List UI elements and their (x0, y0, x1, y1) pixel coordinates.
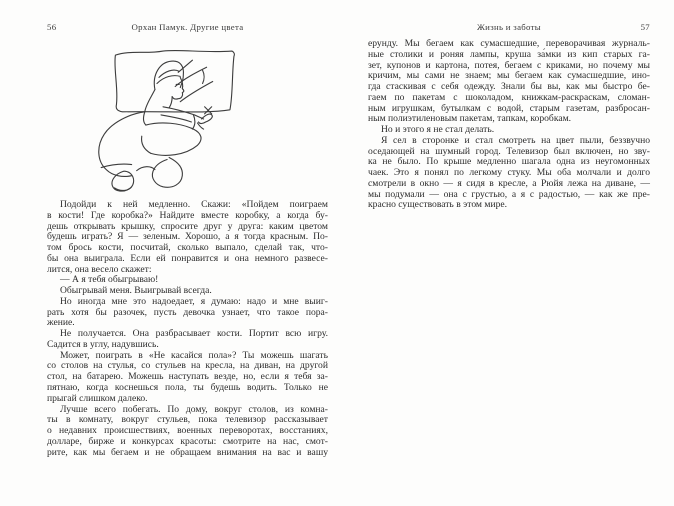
text-line: Я сел в сторонке и стал смотреть на цвет пыли, беззвучно (381, 134, 650, 146)
text-line: гда стаскивая с себя одежду. Знали бы вы, как мы быстро бе- (368, 81, 650, 93)
text-line: ным игрушкам, бутылкам с водой, старым газетам, разбросан- (368, 102, 650, 114)
text-line: ка не было. По крыше медленно шагала одна из неугомонных (368, 156, 650, 168)
text-line: жение. (47, 317, 75, 329)
left-header-title: Орхан Памук. Другие цвета (131, 22, 244, 32)
left-running-head (47, 21, 328, 33)
text-line: ты в комнату, вокруг стульев, пока телевизор рассказывает (47, 414, 328, 426)
text-line: ным полиэтиленовым пакетам, тапкам, коробкам. (368, 113, 572, 125)
text-line: Может, поиграть в «Не касайся пола»? Ты можешь шагать (60, 349, 328, 361)
text-line: красно существовать в этом мире. (368, 199, 508, 211)
text-line: ные столики и роняя лампы, круша за́мки из кип старых га- (368, 48, 650, 60)
text-line: чаек. Это я понял по легкому стуку. Мы оба молчали и долго (368, 167, 650, 179)
text-line: стол, на батарею. Можешь наступать везде, но, если я тебя за- (47, 371, 328, 383)
text-line: бы она выиграла. Если ей понравится и она немного развесе- (47, 252, 328, 264)
text-line: будешь играть? Я — зеленым. Хорошо, а я тогда красным. По- (47, 231, 328, 243)
bed-girl-illustration (84, 48, 236, 198)
text-line: гаем по пакетам с шоколадом, книжкам-раскраскам, сломан- (368, 91, 650, 103)
text-line: зет, купонов и картона, потея, бегаем с криками, но почему мы (368, 59, 650, 71)
text-line: смотрели в окно — я сидя в кресле, а Рюйя лежа на диване, — (368, 177, 650, 189)
text-line: мы подумали — она с грустью, а я с радостью, — как же пре- (368, 188, 650, 200)
text-line: кричим, мы сами не знаем; мы бегаем как сумасшедшие, ино- (368, 70, 650, 82)
text-line: Не получается. Она разбрасывает кости. Портит всю игру. (60, 328, 328, 340)
text-line: Садится в углу, надувшись. (47, 338, 159, 350)
right-page-text (368, 39, 650, 211)
text-line: оседающей на шумный город. Телевизор был включен, но зву- (368, 145, 650, 157)
text-line: Но и этого я не стал делать. (381, 124, 495, 136)
text-line: ерунду. Мы бегаем как сумасшедшие, переворачивая журналь- (368, 38, 650, 49)
left-page-text (47, 200, 328, 458)
text-line: долларе, бирже и конкурсах красоты: смотрите на нас, смот- (47, 435, 328, 447)
right-header-title: Жизнь и заботы (477, 22, 541, 32)
text-line: Подойди к ней медленно. Скажи: «Пойдем поиграем (60, 199, 328, 210)
right-running-head (368, 21, 650, 33)
bed-girl-sketch (84, 48, 236, 198)
left-page-number: 56 (47, 22, 57, 32)
text-line: Но иногда мне это надоедает, я думаю: надо и мне выиг- (60, 295, 328, 307)
text-line: рите, как мы бегаем и не обращаем внимания на вас и вашу (47, 446, 328, 458)
right-page-number: 57 (640, 22, 650, 32)
text-line: со столов на стулья, со стульев на кресла, на диван, на другой (47, 360, 328, 372)
text-line: о недавних происшествиях, военных переворотах, восстаниях, (47, 425, 328, 437)
text-line: Лучше всего побегать. По дому, вокруг столов, из комна- (60, 403, 328, 415)
text-line: дешь открывать крышку, спросите друг у друга: каким цветом (47, 220, 328, 232)
text-line: в кости! Где коробка?» Найдите вместе коробку, а когда бу- (47, 209, 328, 221)
text-line: рать хотя бы разочек, пусть девочка узнает, что такое пора- (47, 306, 328, 318)
text-line: пятнаю, когда коснешься пола, ты будешь водить. Только не (47, 382, 328, 394)
text-line: том брось кости, посчитай, сколько выпало, сделай так, что- (47, 242, 328, 254)
text-line: Обыгрывай меня. Выигрывай всегда. (60, 285, 212, 297)
text-line: прыгай слишком далеко. (47, 392, 148, 404)
text-line: лится, она весело скажет: (47, 263, 152, 275)
text-line: — А я тебя обыгрываю! (60, 274, 159, 286)
